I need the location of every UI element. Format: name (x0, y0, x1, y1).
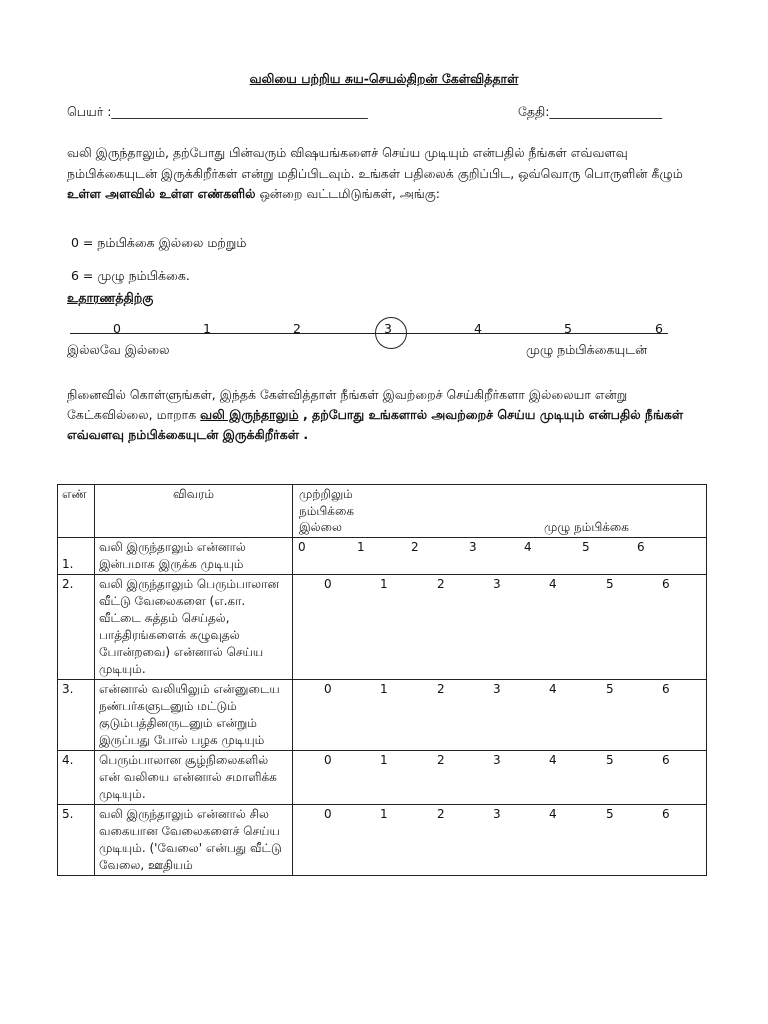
rating-cell (293, 805, 707, 876)
rating-option[interactable]: 6 (662, 753, 670, 767)
table-header-row (58, 485, 707, 538)
rating-option[interactable]: 1 (380, 577, 388, 591)
example-scale-right-label: முழு நம்பிக்கையுடன் (526, 342, 648, 357)
rating-option[interactable]: 0 (324, 753, 332, 767)
table-row (58, 538, 707, 575)
row-text: வலி இருந்தாலும் என்னால் இன்பமாக இருக்க முடியும் (95, 538, 293, 575)
rating-option[interactable]: 5 (606, 577, 614, 591)
reminder-emphasis: வலி இருந்தாலும் (200, 407, 299, 422)
definition-zero: 0 = நம்பிக்கை இல்லை மற்றும் (71, 235, 247, 250)
rating-option[interactable]: 4 (549, 753, 557, 767)
table-row (58, 680, 707, 751)
instructions-bold: உள்ள அளவில் உள்ள எண்களில் (67, 186, 256, 201)
example-scale-number: 6 (655, 321, 663, 336)
rating-cell (293, 680, 707, 751)
rating-option[interactable]: 6 (637, 540, 645, 554)
rating-option[interactable]: 4 (549, 577, 557, 591)
instructions-paragraph (67, 143, 707, 205)
example-scale-number: 5 (564, 321, 572, 336)
row-number: 5. (58, 805, 95, 876)
header-description-label: விவரம் (173, 487, 214, 501)
rating-option[interactable]: 6 (662, 577, 670, 591)
rating-option[interactable]: 6 (662, 807, 670, 821)
rating-option[interactable]: 0 (324, 577, 332, 591)
rating-option[interactable]: 3 (469, 540, 477, 554)
header-rating-left: முற்றிலும் நம்பிக்கை இல்லை (299, 487, 355, 534)
rating-option[interactable]: 3 (493, 807, 501, 821)
row-number: 1. (58, 538, 95, 575)
row-number: 4. (58, 751, 95, 805)
header-rating-right: முழு நம்பிக்கை (544, 520, 629, 534)
table-row (58, 751, 707, 805)
example-scale-number: 1 (203, 321, 211, 336)
page-title: வலியை பற்றிய சுய-செயல்திறன் கேள்வித்தாள் (249, 71, 519, 86)
reminder-bold: , தற்போது உங்களால் அவற்றைச் செய்ய முடியும் என்பதில் நீங்கள் எவ்வளவு நம்பிக்கையுடன் இருக்கிறீர்கள் . (67, 407, 684, 442)
row-number: 3. (58, 680, 95, 751)
row-text: வலி இருந்தாலும் என்னால் சில வகையான வேலைகளைச் செய்ய முடியும். ('வேலை' என்பது வீட்டு வேலை, ஊதியம் (95, 805, 293, 876)
name-line: ________________________________________ (117, 104, 368, 119)
row-text: வலி இருந்தாலும் பெரும்பாலான வீட்டு வேலைகளை (எ.கா. வீட்டை சுத்தம் செய்தல், பாத்திரங்களைக் கழுவுதல் போன்றவை) என்னால் செய்ய முடியும். (95, 575, 293, 680)
reminder-text: நினைவில் கொள்ளுங்கள், இந்தக் கேள்வித்தாள் நீங்கள் இவற்றைச் செய்கிறீர்களா இல்லையா என்று கேட்கவில்லை, மாறாக (67, 387, 628, 422)
rating-option[interactable]: 3 (493, 577, 501, 591)
example-circled-answer (375, 317, 407, 349)
rating-option[interactable]: 3 (493, 753, 501, 767)
rating-option[interactable]: 5 (606, 682, 614, 696)
rating-option[interactable]: 1 (357, 540, 365, 554)
row-text: என்னால் வலியிலும் என்னுடைய நண்பர்களுடனும் மட்டும் குடும்பத்தினருடனும் என்றும் இருப்பது போல் பழக முடியும் (95, 680, 293, 751)
example-heading: உதாரணத்திற்கு (67, 290, 154, 305)
reminder-paragraph (67, 385, 707, 445)
name-label: பெயர் :_ (67, 104, 118, 119)
definition-six: 6 = முழு நம்பிக்கை. (71, 268, 190, 283)
rating-cell (293, 751, 707, 805)
rating-option[interactable]: 0 (324, 807, 332, 821)
example-scale-left-label: இல்லவே இல்லை (67, 342, 170, 357)
date-field[interactable] (518, 104, 662, 121)
rating-option[interactable]: 4 (524, 540, 532, 554)
example-scale-number: 3 (384, 321, 392, 336)
name-field[interactable] (67, 104, 368, 121)
table-row (58, 575, 707, 680)
header-number-label: எண் (62, 487, 87, 501)
rating-option[interactable]: 4 (549, 807, 557, 821)
rating-option[interactable]: 2 (437, 807, 445, 821)
instructions-text-1: வலி இருந்தாலும், தற்போது பின்வரும் விஷயங்களைச் செய்ய முடியும் என்பதில் நீங்கள் எவ்வளவு நம்பிக்கையுடன் இருக்கிறீர்கள் என்று மதிப்பிடவும். உங்கள் பதிலைக் குறிப்பிட, ஒவ்வொரு பொருளின் கீழும் (67, 145, 683, 181)
example-scale-number: 0 (113, 321, 121, 336)
rating-option[interactable]: 1 (380, 682, 388, 696)
rating-option[interactable]: 5 (606, 753, 614, 767)
header-number (58, 485, 95, 538)
rating-option[interactable]: 4 (549, 682, 557, 696)
rating-option[interactable]: 0 (324, 682, 332, 696)
header-rating (293, 485, 707, 538)
row-text: பெரும்பாலான சூழ்நிலைகளில் என் வலியை என்னால் சமாளிக்க முடியும். (95, 751, 293, 805)
rating-option[interactable]: 3 (493, 682, 501, 696)
rating-option[interactable]: 0 (298, 540, 306, 554)
row-number: 2. (58, 575, 95, 680)
header-description (95, 485, 293, 538)
example-scale-number: 4 (474, 321, 482, 336)
questions-table (57, 484, 707, 876)
rating-option[interactable]: 5 (582, 540, 590, 554)
date-label: தேதி: (518, 104, 550, 119)
rating-option[interactable]: 1 (380, 753, 388, 767)
rating-cell (293, 575, 707, 680)
example-scale-line (70, 333, 668, 334)
rating-option[interactable]: 5 (606, 807, 614, 821)
rating-cell (293, 538, 707, 575)
instructions-text-2: ஒன்றை வட்டமிடுங்கள், அங்கு: (255, 186, 440, 201)
date-line: __________________ (549, 104, 662, 119)
rating-option[interactable]: 1 (380, 807, 388, 821)
rating-option[interactable]: 2 (411, 540, 419, 554)
table-row (58, 805, 707, 876)
rating-option[interactable]: 2 (437, 682, 445, 696)
example-scale-number: 2 (293, 321, 301, 336)
rating-option[interactable]: 6 (662, 682, 670, 696)
rating-option[interactable]: 2 (437, 753, 445, 767)
rating-option[interactable]: 2 (437, 577, 445, 591)
